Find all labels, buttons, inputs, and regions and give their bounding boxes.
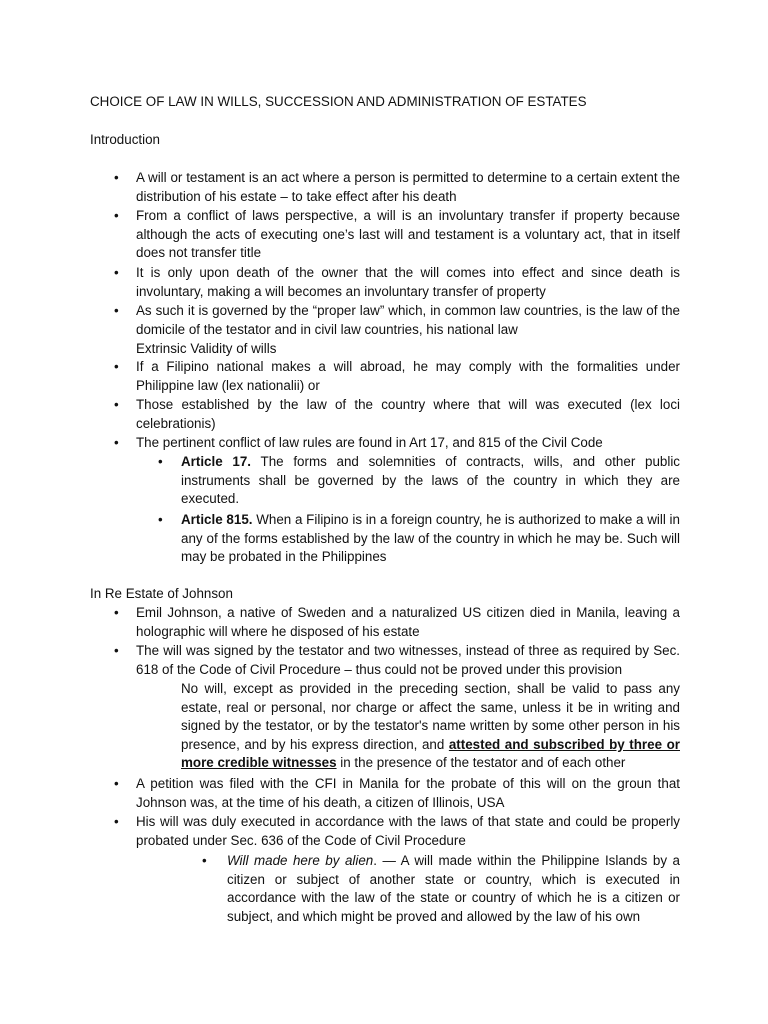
case-bullet-4: His will was duly executed in accordance with the laws of that state and could be properly probated under Sec. 636 of the Code of Civil Procedure: [136, 814, 680, 848]
bullet-marker: •: [114, 265, 119, 280]
bullet-marker: •: [202, 853, 207, 868]
case-bullet-1: Emil Johnson, a native of Sweden and a naturalized US citizen died in Manila, leaving a holographic will where he disposed of his estate: [136, 605, 680, 639]
bullet-marker: •: [114, 814, 119, 829]
bullet-marker: •: [114, 397, 119, 412]
intro-bullet-2: From a conflict of laws perspective, a will is an involuntary transfer if property because although the acts of executing one’s last will and testament is a voluntary act, that in itself does not transfer title: [136, 208, 680, 261]
section-636-body: . — A will made within the Philippine Islands by a citizen or subject of another state or country, which is executed in accordance with the law of the state or country of which he is a citizen or subject, and which might be proved and allowed by the law of his own: [227, 853, 681, 924]
quote-emphasis: attested and subscribed by three or more credible witnesses: [181, 736, 680, 771]
article-815-text: [181, 511, 680, 567]
section-636-text: [227, 852, 680, 926]
section-636-label: Will made here by alien: [227, 853, 374, 868]
extrinsic-bullet-1: If a Filipino national makes a will abroad, he may comply with the formalities under Philippine law (lex nationalii) or: [136, 359, 680, 393]
article-815-label: Article 815.: [181, 512, 253, 527]
extrinsic-bullet-2: Those established by the law of the country where that will was executed (lex loci celebrationis): [136, 397, 680, 431]
bullet-marker: •: [114, 170, 119, 185]
case-bullet-2: The will was signed by the testator and two witnesses, instead of three as required by Sec. 618 of the Code of Civil Procedure – thus could not be proved under this provision: [136, 643, 680, 677]
bullet-marker: •: [114, 303, 119, 318]
article-17-text: [181, 453, 680, 509]
bullet-marker: •: [114, 776, 119, 791]
case-bullet-3: A petition was filed with the CFI in Manila for the probate of this will on the groun that Johnson was, at the time of his death, a citizen of Illinois, USA: [136, 776, 680, 810]
quote-text-after: in the presence of the testator and of each other: [336, 755, 626, 771]
section-618-quote: [181, 680, 680, 773]
subheading-extrinsic-validity: Extrinsic Validity of wills: [136, 341, 277, 356]
bullet-marker: •: [158, 512, 163, 527]
bullet-marker: •: [114, 643, 119, 658]
article-17-label: Article 17.: [181, 454, 252, 469]
document-title: CHOICE OF LAW IN WILLS, SUCCESSION AND ADMINISTRATION OF ESTATES: [90, 94, 587, 109]
bullet-marker: •: [114, 605, 119, 620]
section-heading-introduction: Introduction: [90, 132, 160, 147]
case-heading: In Re Estate of Johnson: [90, 586, 233, 601]
bullet-marker: •: [158, 454, 163, 469]
intro-bullet-4: As such it is governed by the “proper law” which, in common law countries, is the law of the domicile of the testator and in civil law countries, his national law: [136, 303, 680, 337]
bullet-marker: •: [114, 359, 119, 374]
extrinsic-bullet-3: The pertinent conflict of law rules are found in Art 17, and 815 of the Civil Code: [136, 435, 603, 450]
bullet-marker: •: [114, 435, 119, 450]
quote-text-before: No will, except as provided in the preceding section, shall be valid to pass any estate, real or personal, nor charge or affect the same, unless it be in writing and signed by the testator, or by the testator's name written by some other person in his presence, and by his express direction, and: [181, 681, 680, 752]
article-815-body: When a Filipino is in a foreign country, he is authorized to make a will in any of the forms established by the law of the country in which he may be. Such will may be probated in the Philippines: [181, 512, 680, 565]
intro-bullet-3: It is only upon death of the owner that the will comes into effect and since death is involuntary, making a will becomes an involuntary transfer of property: [136, 265, 680, 299]
intro-bullet-1: A will or testament is an act where a person is permitted to determine to a certain extent the distribution of his estate – to take effect after his death: [136, 170, 680, 204]
article-17-body: The forms and solemnities of contracts, wills, and other public instruments shall be governed by the laws of the country in which they are executed.: [181, 454, 680, 507]
bullet-marker: •: [114, 208, 119, 223]
